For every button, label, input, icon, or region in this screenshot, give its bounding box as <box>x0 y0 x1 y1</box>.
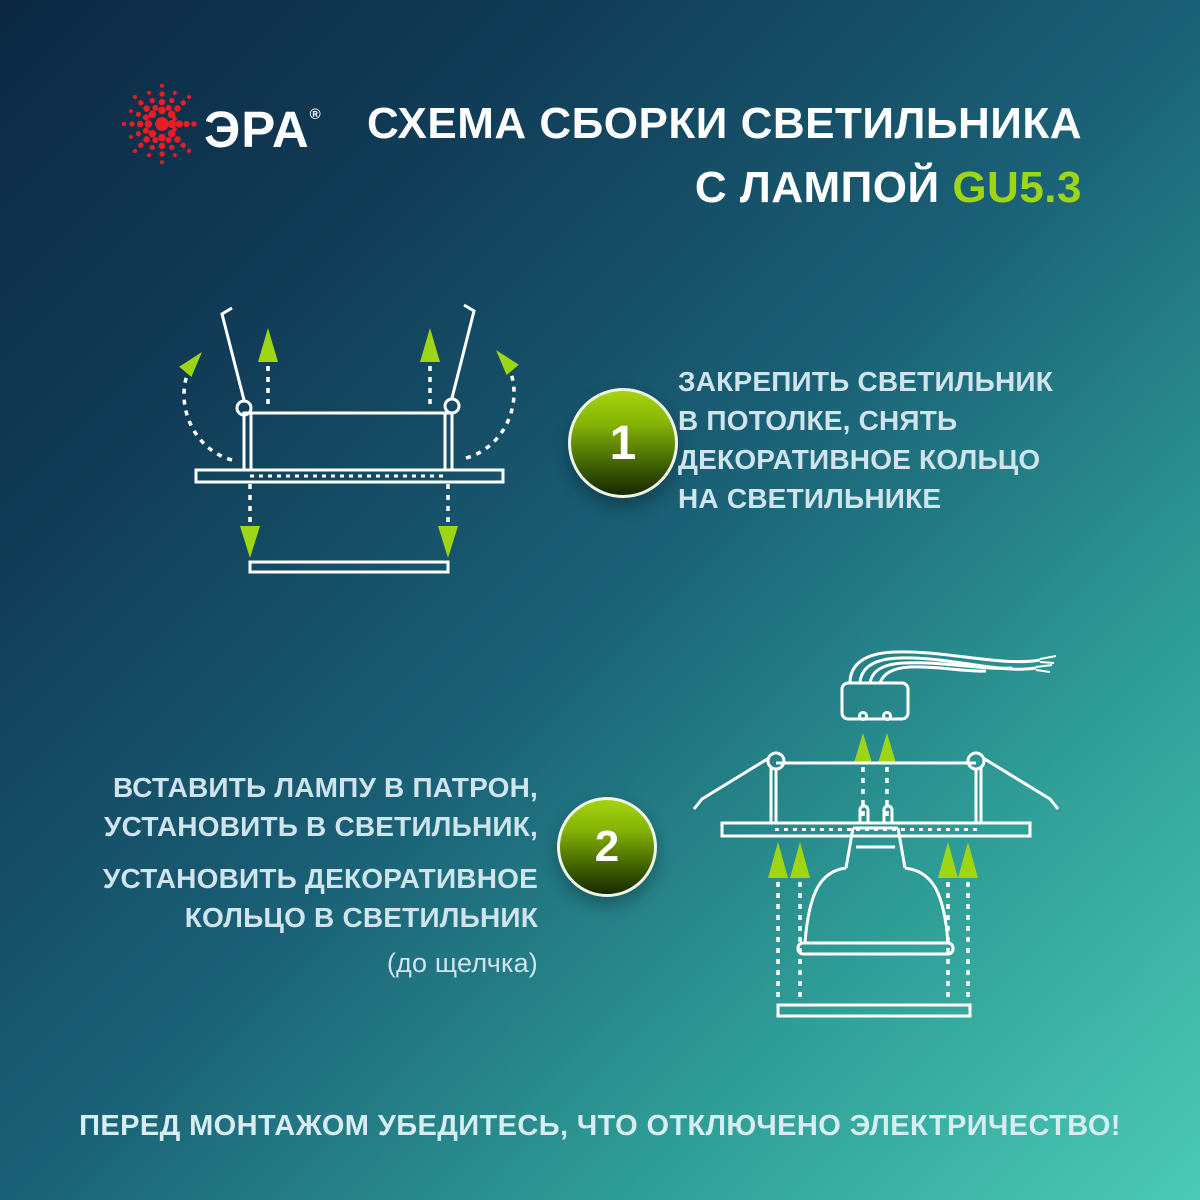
decorative-ring <box>778 1005 970 1016</box>
safety-warning: ПЕРЕД МОНТАЖОМ УБЕДИТЕСЬ, ЧТО ОТКЛЮЧЕНО ЭЛЕКТРИЧЕСТВО! <box>79 1110 1121 1142</box>
step1-number: 1 <box>609 416 637 470</box>
brand-name <box>204 100 321 159</box>
title-line1: СХЕМА СБОРКИ СВЕТИЛЬНИКА <box>366 99 1082 148</box>
registered-mark: ® <box>309 106 321 123</box>
step1-fixture-diagram <box>160 300 560 600</box>
spring-arm-left <box>694 758 769 809</box>
socket-wires <box>850 652 1056 683</box>
brand-text: ЭРА <box>204 101 310 158</box>
paragraph-gap <box>103 846 538 859</box>
step1-badge <box>568 388 678 498</box>
step2-number: 2 <box>594 822 620 871</box>
gu53-lamp <box>798 828 953 954</box>
title-line2 <box>367 156 1082 220</box>
step2-line: ВСТАВИТЬ ЛАМПУ В ПАТРОН, <box>112 772 538 803</box>
step1-line: В ПОТОЛКЕ, СНЯТЬ <box>678 405 958 436</box>
rotation-arcs <box>179 345 519 460</box>
clip-pivot-right <box>445 399 459 413</box>
title-line2-prefix: С ЛАМПОЙ <box>694 163 953 212</box>
step2-note: (до щелчка) <box>386 948 538 978</box>
step1-instructions <box>678 362 1053 518</box>
starburst-dots <box>122 84 197 165</box>
fixture-body <box>196 413 503 482</box>
up-arrows <box>258 328 440 405</box>
spring-arm-right <box>983 758 1058 809</box>
step2-lamp-diagram <box>680 640 1090 1030</box>
down-arrows <box>240 484 458 558</box>
step2-line: УСТАНОВИТЬ ДЕКОРАТИВНОЕ <box>102 863 538 894</box>
wire-stripped-ends <box>1036 656 1056 672</box>
step2-badge <box>557 797 657 897</box>
lamp-rim <box>798 943 953 954</box>
lamp-socket <box>842 683 908 720</box>
step1-line: ЗАКРЕПИТЬ СВЕТИЛЬНИК <box>678 366 1054 397</box>
step2-instructions <box>103 768 538 983</box>
clip-pivot-right <box>968 753 984 769</box>
page-title <box>367 92 1082 220</box>
clip-pivot-left <box>768 753 784 769</box>
step1-line: НА СВЕТИЛЬНИКЕ <box>678 483 942 514</box>
era-starburst-icon <box>112 70 212 178</box>
step2-line: УСТАНОВИТЬ В СВЕТИЛЬНИК, <box>104 811 538 842</box>
step1-line: ДЕКОРАТИВНОЕ КОЛЬЦО <box>678 444 1041 475</box>
socket-arrows <box>854 733 896 817</box>
step2-line: КОЛЬЦО В СВЕТИЛЬНИК <box>184 902 538 933</box>
lamp-type-label: GU5.3 <box>952 163 1082 212</box>
decorative-ring <box>250 562 448 572</box>
installed-fixture <box>694 753 1058 836</box>
era-logo <box>112 70 321 178</box>
